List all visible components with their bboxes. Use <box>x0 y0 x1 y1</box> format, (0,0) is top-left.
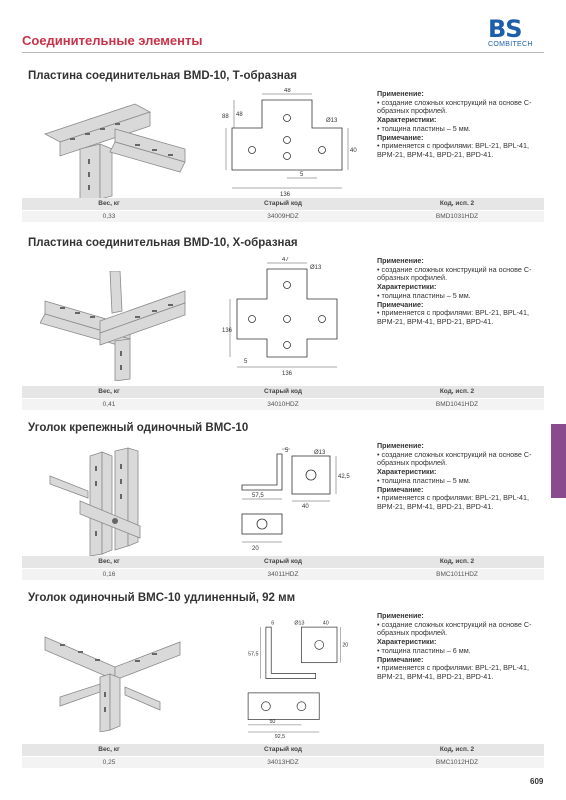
dim-label: 47 <box>282 257 289 263</box>
table-row <box>22 756 544 768</box>
application-text: • создание сложных конструкций на основе С-образных профилей. <box>377 264 532 283</box>
dim-label: 20 <box>252 546 259 552</box>
application-text: • создание сложных конструкций на основе С-образных профилей. <box>377 449 532 468</box>
table-header-row <box>22 556 544 568</box>
spec-table <box>22 198 544 222</box>
weight-cell: 0,33 <box>22 210 196 222</box>
technical-drawing <box>222 88 372 208</box>
logo-main: BS <box>488 15 522 43</box>
note-label: Примечание: <box>377 654 424 664</box>
application-label: Применение: <box>377 611 424 620</box>
old-code-cell: 34010HDZ <box>196 398 370 410</box>
column-header-code: Код, исп. 2 <box>370 556 544 568</box>
column-header-old-code: Старый код <box>196 744 370 756</box>
section-title: Уголок одиночный BMC-10 удлиненный, 92 мм <box>28 592 296 604</box>
characteristics-text: • толщина пластины – 5 мм. <box>377 123 471 133</box>
dim-label: 40 <box>322 620 329 627</box>
dim-label: Ø13 <box>294 620 305 627</box>
dim-label: Ø13 <box>326 118 338 124</box>
note-label: Примечание: <box>377 484 424 494</box>
technical-drawing <box>222 446 372 566</box>
table-header-row <box>22 198 544 210</box>
technical-drawing <box>222 257 372 377</box>
dim-label: 5 <box>285 448 289 454</box>
application-label: Применение: <box>377 441 424 450</box>
characteristics-label: Характеристики: <box>377 637 437 647</box>
product-photo <box>40 94 190 204</box>
product-section-x-plate <box>22 237 544 412</box>
old-code-cell: 34009HDZ <box>196 210 370 222</box>
page-header <box>0 0 566 60</box>
column-header-weight: Вес, кг <box>22 386 196 398</box>
dim-label: 40 <box>302 504 309 510</box>
table-header-row <box>22 744 544 756</box>
note-label: Примечание: <box>377 299 424 309</box>
dim-label: 5 <box>300 172 304 178</box>
dim-label: 136 <box>222 328 233 334</box>
old-code-cell: 34013HDZ <box>196 756 370 768</box>
column-header-code: Код, исп. 2 <box>370 744 544 756</box>
dim-label: 57,5 <box>252 493 264 499</box>
application-label: Применение: <box>377 256 424 265</box>
table-row <box>22 398 544 410</box>
dim-label: 48 <box>236 112 243 118</box>
dim-label: 57,5 <box>248 651 259 658</box>
header-divider <box>22 52 544 53</box>
spec-table <box>22 744 544 768</box>
dim-label: 5 <box>244 359 248 365</box>
product-specs <box>377 90 547 160</box>
code-cell: BMC1012HDZ <box>370 756 544 768</box>
section-title: Пластина соединительная BMD-10, Х-образная <box>28 237 298 249</box>
section-title: Пластина соединительная BMD-10, Т-образная <box>28 70 297 82</box>
spec-table <box>22 386 544 410</box>
brand-logo <box>488 15 544 50</box>
dim-label: 136 <box>282 371 293 377</box>
code-cell: BMC1011HDZ <box>370 568 544 580</box>
weight-cell: 0,16 <box>22 568 196 580</box>
technical-drawing <box>222 620 372 740</box>
characteristics-label: Характеристики: <box>377 467 437 477</box>
chapter-side-tab <box>551 424 566 498</box>
table-header-row <box>22 386 544 398</box>
page-title: Соединительные элементы <box>22 33 203 48</box>
old-code-cell: 34011HDZ <box>196 568 370 580</box>
dim-label: 92,5 <box>274 734 286 740</box>
dim-label: 40 <box>350 148 357 154</box>
note-text: • применяется с профилями: BPL-21, BPL-41, BPM-21, BPM-41, BPD-21, BPD-41. <box>377 141 530 159</box>
application-text: • создание сложных конструкций на основе С-образных профилей. <box>377 619 532 638</box>
product-section-angle <box>22 422 544 587</box>
application-label: Применение: <box>377 89 424 98</box>
product-photo <box>40 271 190 381</box>
weight-cell: 0,41 <box>22 398 196 410</box>
dim-label: 48 <box>284 88 291 94</box>
product-section-angle-extended <box>22 592 544 772</box>
dim-label: 88 <box>222 114 229 120</box>
dim-label: Ø13 <box>310 265 322 271</box>
weight-cell: 0,25 <box>22 756 196 768</box>
note-label: Примечание: <box>377 132 424 142</box>
column-header-code: Код, исп. 2 <box>370 386 544 398</box>
characteristics-text: • толщина пластины – 6 мм. <box>377 645 471 655</box>
column-header-old-code: Старый код <box>196 198 370 210</box>
column-header-weight: Вес, кг <box>22 744 196 756</box>
product-specs <box>377 612 547 682</box>
note-text: • применяется с профилями: BPL-21, BPL-41, BPM-21, BPM-41, BPD-21, BPD-41. <box>377 663 530 681</box>
dim-label: Ø13 <box>314 450 326 456</box>
product-photo <box>40 622 190 732</box>
product-specs <box>377 442 547 512</box>
spec-table <box>22 556 544 580</box>
dim-label: 42,5 <box>338 474 350 480</box>
characteristics-label: Характеристики: <box>377 282 437 292</box>
logo-subtitle: COMBITECH <box>488 41 533 48</box>
column-header-weight: Вес, кг <box>22 556 196 568</box>
code-cell: BMD1041HDZ <box>370 398 544 410</box>
characteristics-text: • толщина пластины – 5 мм. <box>377 475 471 485</box>
characteristics-label: Характеристики: <box>377 115 437 125</box>
column-header-code: Код, исп. 2 <box>370 198 544 210</box>
table-row <box>22 568 544 580</box>
product-specs <box>377 257 547 327</box>
application-text: • создание сложных конструкций на основе С-образных профилей. <box>377 97 532 116</box>
page-number: 609 <box>530 777 544 786</box>
note-text: • применяется с профилями: BPL-21, BPL-41, BPM-21, BPM-41, BPD-21, BPD-41. <box>377 308 530 326</box>
note-text: • применяется с профилями: BPL-21, BPL-41, BPM-21, BPM-41, BPD-21, BPD-41. <box>377 493 530 511</box>
product-section-t-plate <box>22 70 544 225</box>
characteristics-text: • толщина пластины – 5 мм. <box>377 290 471 300</box>
column-header-old-code: Старый код <box>196 556 370 568</box>
table-row <box>22 210 544 222</box>
dim-label: 50 <box>269 719 276 726</box>
column-header-old-code: Старый код <box>196 386 370 398</box>
dim-label: 20 <box>342 642 349 649</box>
dim-label: 6 <box>271 620 275 627</box>
column-header-weight: Вес, кг <box>22 198 196 210</box>
product-photo <box>40 446 190 556</box>
section-title: Уголок крепежный одиночный BMC-10 <box>28 422 249 434</box>
dim-label: 136 <box>280 192 291 198</box>
code-cell: BMD1031HDZ <box>370 210 544 222</box>
